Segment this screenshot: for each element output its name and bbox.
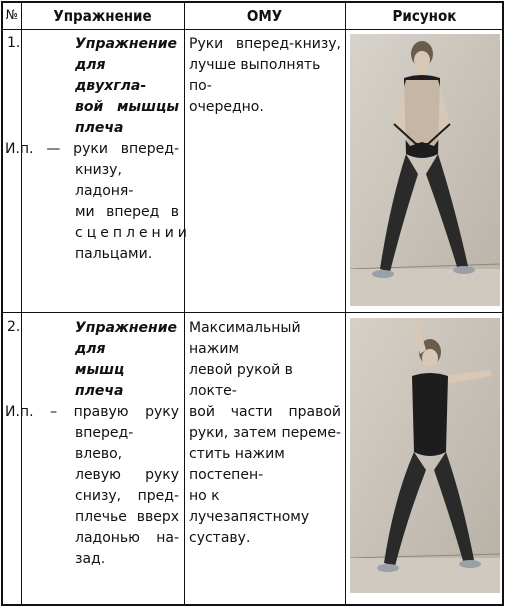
exercise-cell (5, 34, 191, 265)
ip-line: плечье вверх (75, 509, 179, 525)
title-line: Упражнение (75, 36, 178, 52)
starting-position-text (5, 402, 179, 570)
ip-line: вперед-влево, (75, 425, 134, 462)
ip-line: сцеплении (75, 225, 191, 241)
column-divider (21, 3, 22, 604)
title-line: для двухгла- (75, 57, 147, 94)
omu-line: стить нажим постепен- (189, 446, 285, 483)
column-divider (184, 3, 185, 604)
title-line: вой мышцы (75, 99, 179, 115)
exercise-photo (350, 34, 500, 306)
column-divider (345, 3, 346, 604)
omu-line: очередно. (189, 99, 264, 115)
ip-line: левую руку (75, 467, 179, 483)
header-number: № (5, 8, 19, 23)
header-picture: Рисунок (392, 7, 457, 25)
ip-line: зад. (75, 551, 106, 567)
row-number: 1. (7, 35, 21, 51)
omu-line: вой части правой (189, 404, 341, 420)
starting-position-text (5, 139, 191, 265)
ip-line: снизу, пред- (75, 488, 179, 504)
row-number: 2. (7, 319, 21, 335)
exercise-title (75, 34, 179, 139)
exercise-cell (5, 318, 179, 570)
title-line: для мышц (75, 341, 125, 378)
omu-cell (189, 318, 341, 549)
omu-line: но к лучезапястному (189, 488, 310, 525)
header-omu: ОМУ (246, 7, 283, 25)
omu-line: руки, затем переме- (189, 425, 341, 441)
omu-line: левой рукой в локте- (189, 362, 293, 399)
omu-line: Руки вперед-книзу, (189, 36, 341, 52)
ip-line: книзу, ладоня- (75, 162, 134, 199)
row-divider (3, 312, 502, 313)
exercise-photo (350, 318, 500, 593)
ip-line: пальцами. (75, 246, 153, 262)
omu-line: Максимальный нажим (189, 320, 301, 357)
omu-line: лучше выполнять по- (189, 57, 321, 94)
ip-line: И.п. – правую руку (5, 404, 179, 420)
ip-line: ми вперед в (75, 204, 179, 220)
omu-line: суставу. (189, 530, 251, 546)
ip-line: ладонью на- (75, 530, 179, 546)
title-line: плеча (75, 383, 124, 399)
title-line: Упражнение (75, 320, 178, 336)
row-divider (3, 29, 502, 30)
ip-line: И.п. — руки вперед- (5, 141, 179, 157)
exercise-title (75, 318, 179, 402)
header-exercise: Упражнение (53, 7, 152, 25)
omu-cell (189, 34, 341, 118)
exercise-table (1, 1, 504, 606)
title-line: плеча (75, 120, 124, 136)
